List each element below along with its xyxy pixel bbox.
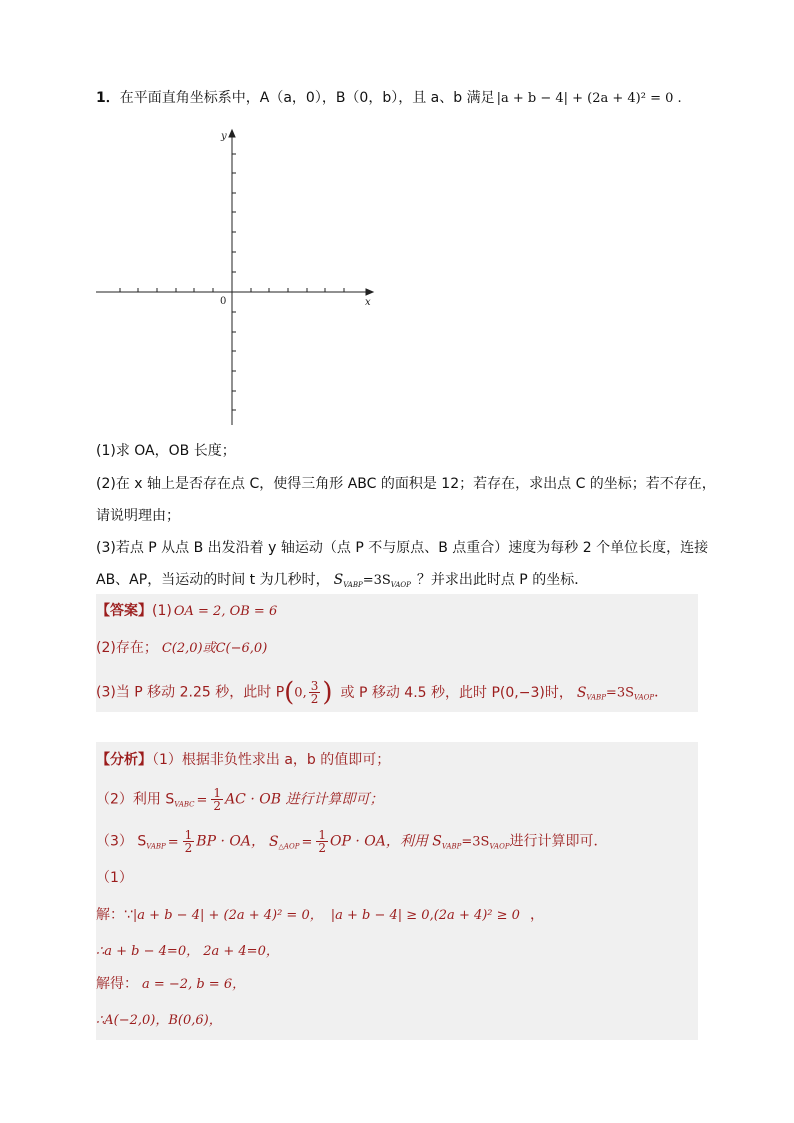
analysis-2-fraction: $\frac{1}{2}$ — [213, 786, 222, 813]
stem-prefix: 在平面直角坐标系中， — [119, 90, 260, 106]
answer-2-prefix: (2)存在； — [96, 640, 158, 656]
analysis-3-fraction-1: $\frac{1}{2}$ — [184, 828, 193, 855]
answer-3-point-fraction: $\frac{3}{2}$ — [310, 679, 319, 706]
answer-2-value: C(2,0)或C(−6,0) — [161, 641, 268, 656]
coordinate-axes-figure — [90, 125, 380, 430]
answer-3-mid: 或 P 移动 4.5 秒，此时 P(0,−3)时， — [340, 684, 573, 701]
part-3-text-a: AB、AP，当运动的时间 t 为几秒时， — [96, 572, 330, 588]
analysis-line-1: 【分析】（1）根据非负性求出 a，b 的值即可； — [96, 752, 391, 768]
analysis-tag: 【分析】 — [96, 752, 152, 768]
part-3-area-s1: S — [333, 572, 344, 588]
answer-line-3: (3)当 P 移动 2.25 秒，此时 P(0, $\frac{3}{2}$ ) 或 P 移动 4.5 秒，此时 P(0,−3)时， $S_{VABP}=3S_{VAOP}$． — [96, 677, 669, 708]
answer-1-value: OA = 2, OB = 6 — [173, 604, 278, 619]
x-axis-label: x — [365, 297, 371, 308]
analysis-line-2: （2）利用 $S_{VABC}$ = $\frac{1}{2}$ AC · OB 进行计算即可； — [96, 786, 384, 813]
part-3-area-sub1: VABP — [343, 581, 363, 589]
solution-line-2: ∴a + b − 4=0， 2a + 4=0， — [96, 944, 279, 959]
part-3-text-d: ？并求出此时点 P 的坐标． — [416, 572, 589, 588]
part-3-area-sub2: VAOP — [390, 581, 411, 589]
origin-label: 0 — [220, 296, 227, 307]
y-axis-arrow — [229, 130, 235, 137]
answer-3-prefix: (3)当 P 移动 2.25 秒，此时 P — [96, 684, 285, 701]
part-2-line-1: (2)在 x 轴上是否存在点 C，使得三角形 ABC 的面积是 12；若存在，求出点 C 的坐标；若不存在， — [96, 476, 716, 492]
answer-3-area-s: S — [576, 684, 587, 701]
analysis-3-fraction-2: $\frac{1}{2}$ — [318, 828, 326, 855]
part-2-line-2: 请说明理由； — [96, 508, 180, 524]
x-axis-arrow — [366, 289, 373, 295]
question-number: 1． — [96, 90, 120, 106]
stem-condition: |a + b − 4| + (2a + 4)² = 0 . — [496, 91, 682, 106]
y-axis-ticks — [232, 154, 236, 410]
solution-line-4: ∴A(−2,0)，B(0,6)， — [96, 1013, 222, 1028]
solution-line-0: （1） — [96, 870, 133, 886]
answer-line-1 — [96, 601, 277, 622]
stem-points: A（a，0），B（0，b），且 a、b 满足 — [259, 90, 495, 106]
answer-tag: 【答案】 — [96, 603, 152, 619]
answer-3-point-x: 0, — [294, 685, 307, 701]
part-1: (1)求 OA，OB 长度； — [96, 443, 236, 459]
part-3-line-1: (3)若点 P 从点 B 出发沿着 y 轴运动（点 P 不与原点、B 点重合）速度为每秒 2 个单位长度，连接 — [96, 540, 709, 556]
part-3-line-2 — [96, 570, 588, 595]
y-axis-label: y — [221, 131, 227, 142]
analysis-line-3: （3） $S_{VABP}$ = $\frac{1}{2}$ BP · OA， $S_{\triangle AOP}$ = $\frac{1}{2}$ OP · OA，利用 $S_{VABP}=3S_{VAOP}$进行计算即可． — [96, 828, 608, 855]
solution-line-1: 解：∵|a + b − 4| + (2a + 4)² = 0， |a + b − 4| ≥ 0,(2a + 4)² ≥ 0 ， — [96, 907, 544, 923]
part-3-area-eq: =3S — [362, 573, 391, 588]
question-stem — [96, 88, 682, 109]
answer-1-prefix: (1) — [152, 603, 172, 619]
solution-line-3: 解得： a = −2, b = 6， — [96, 976, 246, 992]
answer-line-2 — [96, 638, 267, 659]
